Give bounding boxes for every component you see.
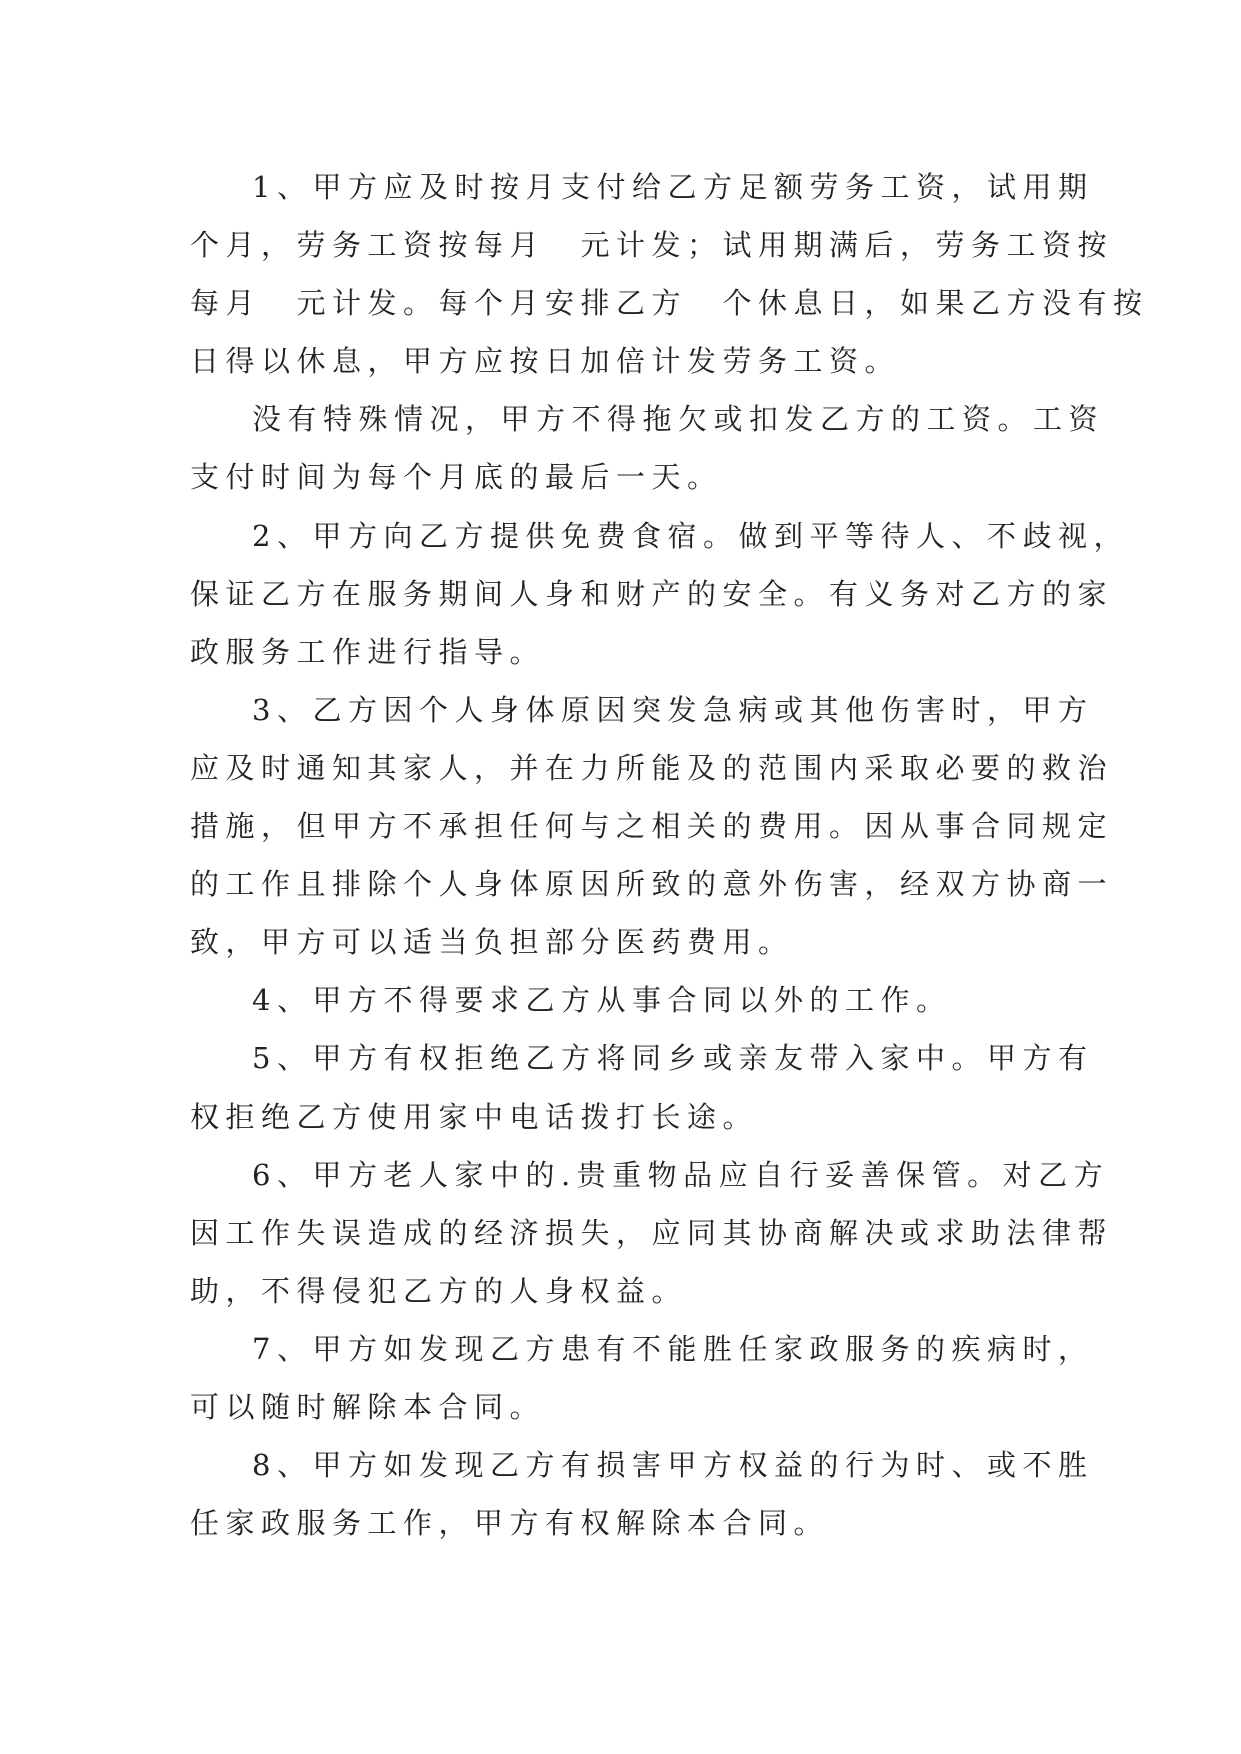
text-line: 任家政服务工作，甲方有权解除本合同。 — [190, 1506, 830, 1541]
text-line: 4、甲方不得要求乙方从事合同以外的工作。 — [252, 983, 952, 1018]
text-line: 5、甲方有权拒绝乙方将同乡或亲友带入家中。甲方有 — [252, 1041, 1094, 1076]
document-body — [190, 158, 1149, 1552]
text-line: 个月，劳务工资按每月 元计发；试用期满后，劳务工资按 — [190, 228, 1114, 263]
text-line: 政服务工作进行指导。 — [190, 634, 546, 669]
text-line: 每月 元计发。每个月安排乙方 个休息日，如果乙方没有按 — [190, 286, 1149, 321]
paragraph-2 — [190, 390, 1105, 506]
text-line: 致，甲方可以适当负担部分医药费用。 — [190, 925, 794, 960]
text-line: 支付时间为每个月底的最后一天。 — [190, 460, 723, 495]
paragraph-9 — [190, 1436, 1094, 1552]
text-line: 因工作失误造成的经济损失，应同其协商解决或求助法律帮 — [190, 1215, 1114, 1250]
text-line: 日得以休息，甲方应按日加倍计发劳务工资。 — [190, 344, 901, 379]
text-line: 8、甲方如发现乙方有损害甲方权益的行为时、或不胜 — [252, 1448, 1094, 1483]
paragraph-8 — [190, 1320, 1094, 1436]
text-line: 的工作且排除个人身体原因所致的意外伤害，经双方协商一 — [190, 867, 1114, 902]
text-line: 7、甲方如发现乙方患有不能胜任家政服务的疾病时， — [252, 1331, 1094, 1366]
text-line: 保证乙方在服务期间人身和财产的安全。有义务对乙方的家 — [190, 576, 1114, 611]
text-line: 6、甲方老人家中的.贵重物品应自行妥善保管。对乙方 — [252, 1157, 1110, 1192]
text-line: 3、乙方因个人身体原因突发急病或其他伤害时，甲方 — [252, 692, 1094, 727]
text-line: 权拒绝乙方使用家中电话拨打长途。 — [190, 1099, 759, 1134]
paragraph-6 — [190, 1029, 1094, 1145]
text-line: 应及时通知其家人，并在力所能及的范围内采取必要的救治 — [190, 750, 1114, 785]
paragraph-5 — [190, 971, 1052, 1029]
text-line: 2、甲方向乙方提供免费食宿。做到平等待人、不歧视， — [252, 518, 1129, 553]
text-line: 1、甲方应及时按月支付给乙方足额劳务工资，试用期 — [252, 170, 1094, 204]
paragraph-1 — [190, 158, 1149, 390]
text-line: 助，不得侵犯乙方的人身权益。 — [190, 1273, 688, 1308]
paragraph-4 — [190, 681, 1114, 971]
paragraph-3 — [190, 507, 1129, 681]
text-line: 可以随时解除本合同。 — [190, 1389, 546, 1424]
text-line: 措施，但甲方不承担任何与之相关的费用。因从事合同规定 — [190, 809, 1114, 844]
paragraph-7 — [190, 1146, 1114, 1320]
text-line: 没有特殊情况，甲方不得拖欠或扣发乙方的工资。工资 — [252, 402, 1105, 437]
